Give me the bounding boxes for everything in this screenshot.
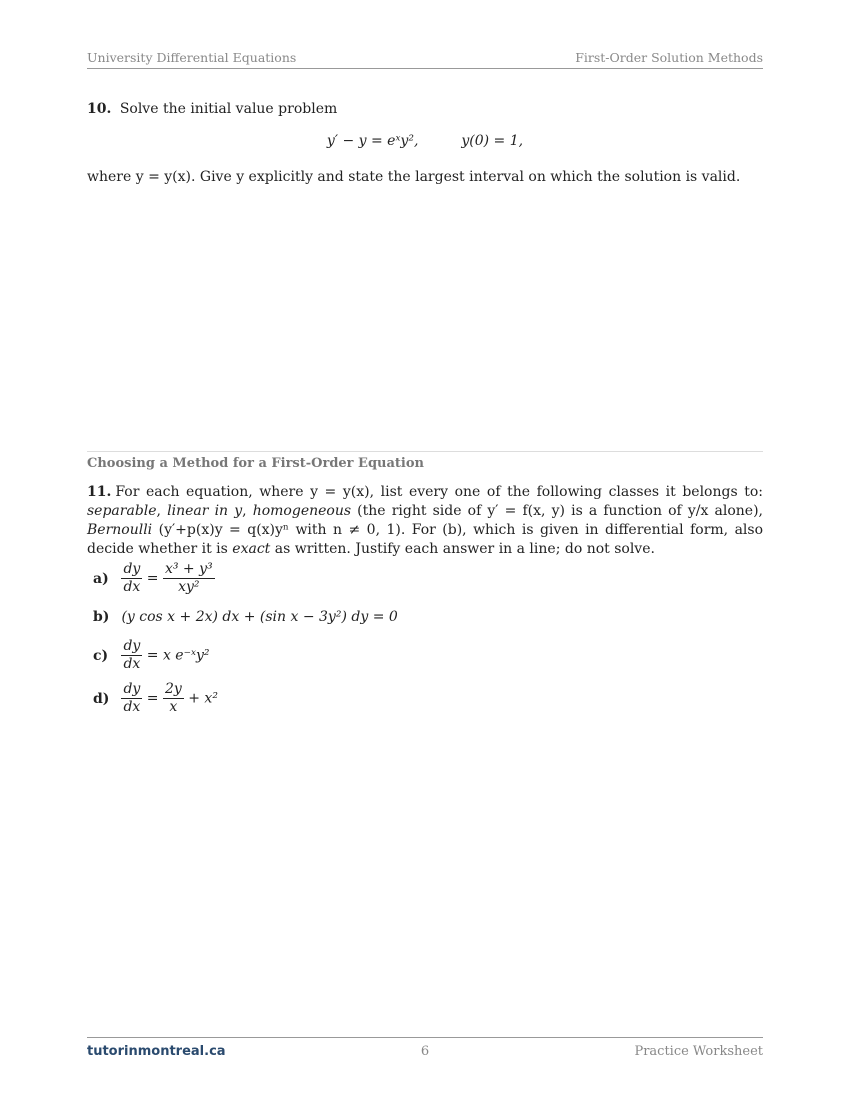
class-bernoulli: Bernoulli	[87, 522, 153, 538]
part-d-rhs-tail: + x²	[188, 690, 218, 707]
page-number: 6	[420, 1044, 430, 1059]
fraction-numerator: dy	[123, 561, 141, 577]
equals-sign: =	[146, 690, 159, 707]
part-b-label: b)	[93, 609, 110, 625]
header-topic-title: First-Order Solution Methods	[575, 50, 763, 65]
part-d-rhs-fraction	[163, 681, 184, 716]
problem-10-initial-condition: y(0) = 1,	[461, 133, 524, 149]
page-footer	[87, 1037, 763, 1060]
fraction-denominator: xy²	[178, 579, 200, 595]
part-c	[93, 638, 209, 673]
fraction-denominator: x	[169, 699, 178, 715]
section-title: Choosing a Method for a First-Order Equation	[87, 456, 424, 471]
fraction-numerator: dy	[123, 681, 141, 697]
problem-10-equation	[0, 133, 850, 149]
class-homogeneous: homogeneous	[252, 503, 352, 519]
separator: ,	[242, 503, 253, 519]
fraction-denominator: dx	[123, 656, 141, 672]
problem-11-number: 11.	[87, 484, 112, 500]
part-a-lhs-fraction	[121, 561, 142, 596]
problem-11-text: For each equation, where y = y(x), list every one of the following classes it belongs to:	[115, 484, 763, 500]
footer-worksheet-label: Practice Worksheet	[634, 1044, 763, 1059]
fraction-numerator: dy	[123, 638, 141, 654]
part-c-label: c)	[93, 647, 109, 664]
class-linear: linear in y	[167, 503, 243, 519]
part-c-rhs: = x e⁻ˣy²	[146, 647, 210, 664]
problem-10-number: 10.	[87, 101, 112, 117]
section-divider	[87, 451, 763, 452]
part-d	[93, 681, 218, 716]
fraction-numerator: x³ + y³	[164, 561, 213, 577]
equals-sign: =	[146, 570, 159, 587]
part-d-label: d)	[93, 690, 110, 707]
problem-11-statement	[87, 483, 763, 559]
separator: ,	[156, 503, 168, 519]
part-a-rhs-fraction	[163, 561, 215, 596]
class-exact: exact	[232, 541, 271, 557]
page-header	[87, 50, 763, 69]
fraction-numerator: 2y	[164, 681, 182, 697]
problem-10-ode: y′ − y = eˣy²,	[326, 133, 419, 149]
problem-10-intro	[87, 100, 763, 119]
class-separable: separable	[87, 503, 157, 519]
problem-10-intro-text: Solve the initial value problem	[119, 101, 338, 117]
part-a-label: a)	[93, 570, 109, 587]
part-b	[93, 609, 398, 625]
part-d-lhs-fraction	[121, 681, 142, 716]
fraction-denominator: dx	[123, 579, 141, 595]
problem-10-outro: where y = y(x). Give y explicitly and state the largest interval on which the solution is valid.	[87, 169, 741, 185]
problem-11-text: (y′+p(x)y = q(x)yⁿ with n ≠ 0, 1). For (b), which is given in differential form, also decide whether it is	[87, 522, 763, 557]
footer-website-link[interactable]: tutorinmontreal.ca	[87, 1044, 226, 1059]
part-a	[93, 561, 215, 596]
problem-11-text: (the right side of y′ = f(x, y) is a function of y/x alone),	[351, 503, 763, 519]
header-course-title: University Differential Equations	[87, 50, 297, 65]
part-b-expression: (y cos x + 2x) dx + (sin x − 3y²) dy = 0	[121, 609, 398, 625]
part-c-lhs-fraction	[121, 638, 142, 673]
fraction-denominator: dx	[123, 699, 141, 715]
problem-11-text: as written. Justify each answer in a line; do not solve.	[270, 541, 655, 557]
